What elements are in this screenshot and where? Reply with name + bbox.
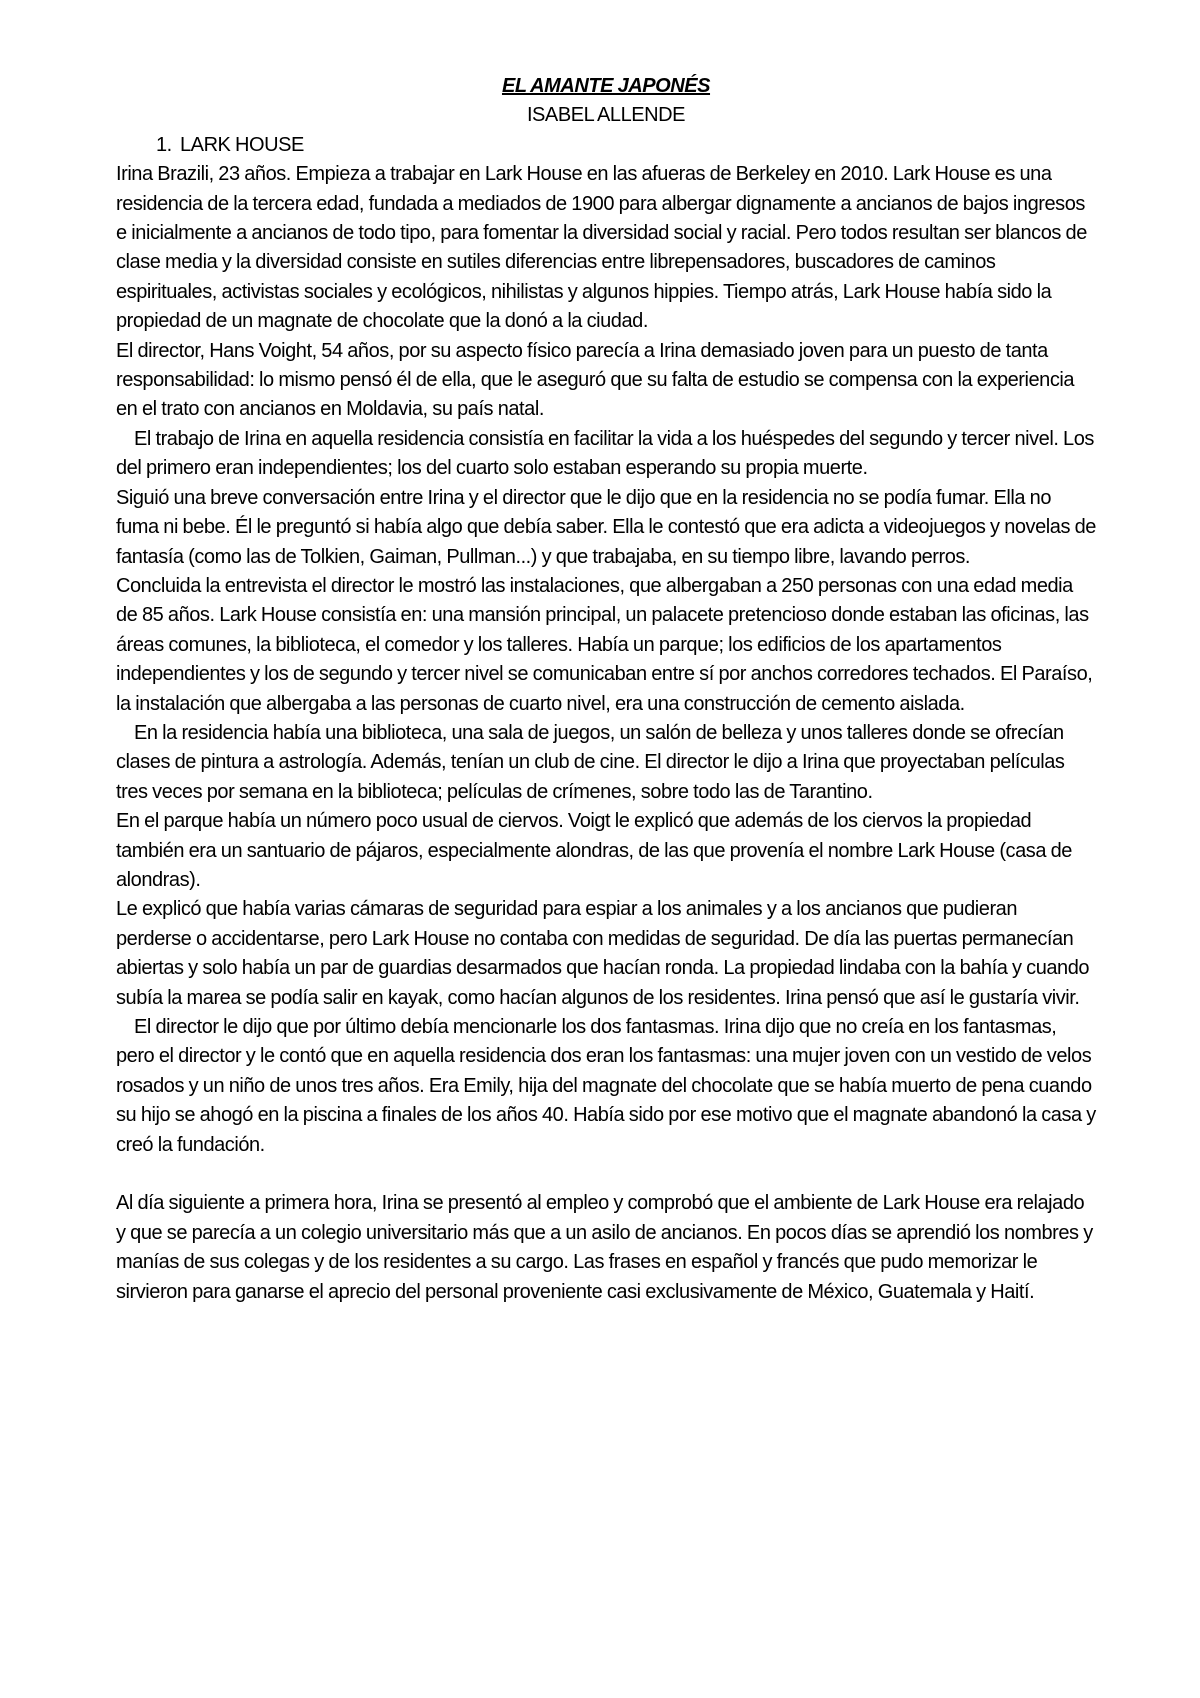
paragraph: El director, Hans Voight, 54 años, por su aspecto físico parecía a Irina demasiado joven para un puesto de tanta responsabilidad: lo mismo pensó él de ella, que le aseguró que su falta de estudio se compensa con la experiencia en el trato con ancianos en Moldavia, su país natal. (116, 339, 1075, 421)
paragraph: Concluida la entrevista el director le mostró las instalaciones, que albergaban a 250 personas con una edad media de 85 años. Lark House consistía en: una mansión principal, un palacete pretencioso donde estaban las oficinas, las áreas comunes, la biblioteca, el comedor y los talleres. Había un parque; los edificios de los apartamentos independientes y los de segundo y tercer nivel se comunicaban entre sí por anchos corredores techados. El Paraíso, la instalación que albergaba a las personas de cuarto nivel, era una construcción de cemento aislada. (116, 574, 1093, 715)
document-title: EL AMANTE JAPONÉS (501, 75, 711, 97)
paragraph: Al día siguiente a primera hora, Irina se presentó al empleo y comprobó que el ambiente de Lark House era relajado y que se parecía a un colegio universitario más que a un asilo de ancianos. En pocos días se aprendió los nombres y manías de sus colegas y de los residentes a su cargo. Las frases en español y francés que pudo memorizar le sirvieron para ganarse el aprecio del personal proveniente casi exclusivamente de México, Guatemala y Haití. (116, 1192, 1093, 1303)
paragraph: El director le dijo que por último debía mencionarle los dos fantasmas. Irina dijo que no creía en los fantasmas, pero el director y le contó que en aquella residencia dos eran los fantasmas: una mujer joven con un vestido de velos rosados y un niño de unos tres años. Era Emily, hija del magnate del chocolate que se había muerto de pena cuando su hijo se ahogó en la piscina a finales de los años 40. Había sido por ese motivo que el magnate abandonó la casa y creó la fundación. (116, 1016, 1096, 1156)
document-page (116, 72, 1096, 1307)
chapter-number: 1. (156, 133, 172, 156)
paragraph: El trabajo de Irina en aquella residencia consistía en facilitar la vida a los huéspedes del segundo y tercer nivel. Los del primero eran independientes; los del cuarto solo estaban esperando su propia muerte. (116, 427, 1094, 480)
chapter-heading (116, 131, 1096, 160)
paragraph: Siguió una breve conversación entre Irina y el director que le dijo que en la residencia no se podía fumar. Ella no fuma ni bebe. Él le preguntó si había algo que debía saber. Ella le contestó que era adicta a videojuegos y novelas de fantasía (como las de Tolkien, Gaiman, Pullman...) y que trabajaba, en su tiempo libre, lavando perros. (116, 486, 1096, 568)
paragraph: En el parque había un número poco usual de ciervos. Voigt le explicó que además de los ciervos la propiedad también era un santuario de pájaros, especialmente alondras, de las que provenía el nombre Lark House (casa de alondras). (116, 810, 1072, 891)
paragraph: Le explicó que había varias cámaras de seguridad para espiar a los animales y a los ancianos que pudieran perderse o accidentarse, pero Lark House no contaba con medidas de seguridad. De día las puertas permanecían abiertas y solo había un par de guardias desarmados que hacían ronda. La propiedad lindaba con la bahía y cuando subía la marea se podía salir en kayak, como hacían algunos de los residentes. Irina pensó que así le gustaría vivir. (116, 898, 1090, 1009)
paragraph-spacer (116, 1160, 1096, 1189)
document-author: ISABEL ALLENDE (526, 104, 686, 127)
paragraph: En la residencia había una biblioteca, una sala de juegos, un salón de belleza y unos talleres donde se ofrecían clases de pintura a astrología. Además, tenían un club de cine. El director le dijo a Irina que proyectaban películas tres veces por semana en la biblioteca; películas de crímenes, sobre todo las de Tarantino. (116, 721, 1065, 803)
chapter-label: LARK HOUSE (180, 133, 304, 156)
paragraph: Irina Brazili, 23 años. Empieza a trabajar en Lark House en las afueras de Berkeley en 2010. Lark House es una residencia de la tercera edad, fundada a mediados de 1900 para albergar dignamente a ancianos de bajos ingresos e inicialmente a ancianos de todo tipo, para fomentar la diversidad social y racial. Pero todos resultan ser blancos de clase media y la diversidad consiste en sutiles diferencias entre librepensadores, buscadores de caminos espirituales, activistas sociales y ecológicos, nihilistas y algunos hippies. Tiempo atrás, Lark House había sido la propiedad de un magnate de chocolate que la donó a la ciudad. (116, 163, 1087, 333)
